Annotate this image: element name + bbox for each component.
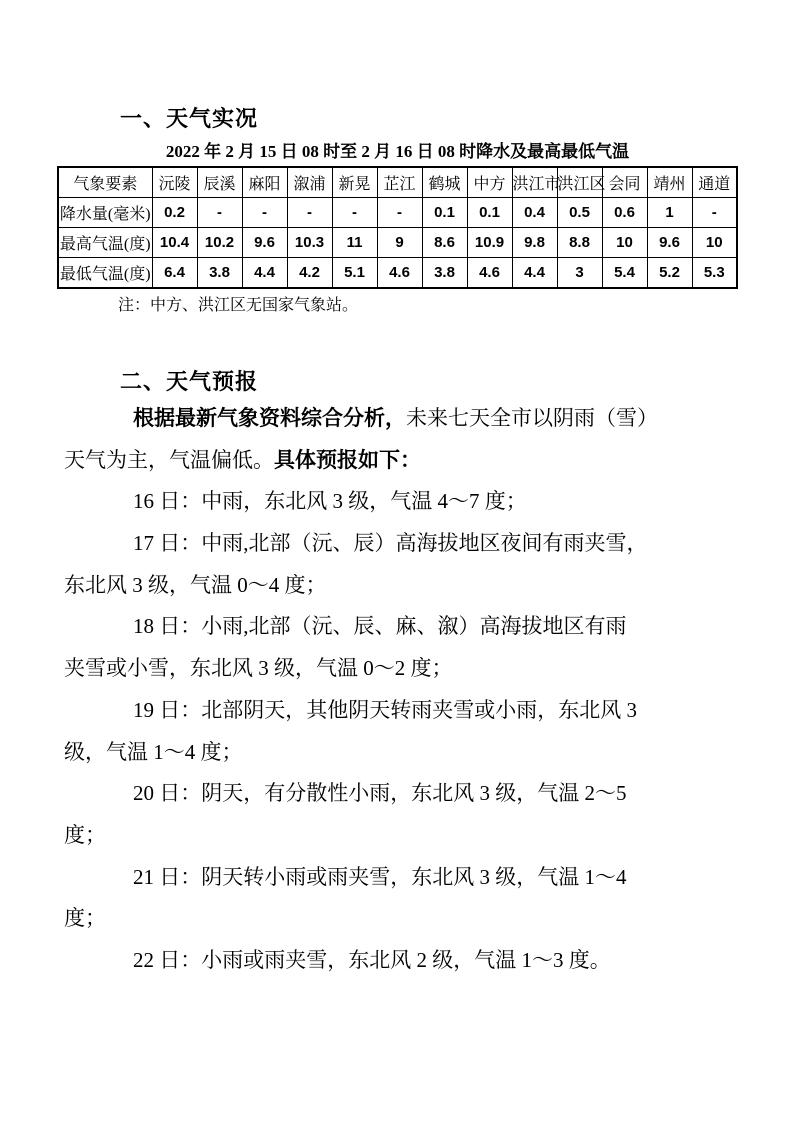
table-cell: 10 [692,228,737,258]
forecast-run: 21 日：阴天转小雨或雨夹雪，东北风 3 级，气温 1～4 [133,864,627,889]
forecast-line [64,690,740,732]
table-row-label: 最高气温(度) [58,228,152,258]
forecast-run: 19 日：北部阴天，其他阴天转雨夹雪或小雨，东北风 3 [133,697,637,722]
forecast-line [64,481,740,523]
forecast-run: 度； [64,906,106,931]
table-header-cell: 芷江 [377,167,422,198]
forecast-run: 22 日：小雨或雨夹雪，东北风 2 级，气温 1～3 度。 [133,947,611,972]
table-cell: 6.4 [152,258,197,289]
forecast-line [64,773,740,815]
table-cell: - [692,198,737,228]
table-header-cell: 沅陵 [152,167,197,198]
table-header-cell: 溆浦 [287,167,332,198]
weather-table [57,166,738,289]
table-cell: 9.8 [512,228,557,258]
table-cell: - [332,198,377,228]
table-row-label: 最低气温(度) [58,258,152,289]
forecast-line [64,898,740,940]
table-cell: 4.4 [242,258,287,289]
forecast-run: 天气为主，气温偏低。 [64,447,274,472]
table-cell: - [197,198,242,228]
table-header-cell: 中方 [467,167,512,198]
section1-title: 一、天气实况 [120,106,259,131]
table-cell: 3.8 [197,258,242,289]
table-header-cell: 麻阳 [242,167,287,198]
table-cell: 0.1 [467,198,512,228]
table-cell: 0.1 [422,198,467,228]
forecast-run: 夹雪或小雪，东北风 3 级，气温 0～2 度； [64,656,453,681]
table-cell: 5.3 [692,258,737,289]
forecast-line [64,398,740,440]
forecast-run: 17 日：中雨,北部（沅、辰）高海拔地区夜间有雨夹雪， [133,531,648,556]
table-cell: 0.5 [557,198,602,228]
table-cell: 10 [602,228,647,258]
table-row-label: 降水量(毫米) [58,198,152,228]
table-cell: 5.4 [602,258,647,289]
forecast-line [64,815,740,857]
table-cell: 4.4 [512,258,557,289]
table-cell: 9.6 [647,228,692,258]
table-cell: 0.2 [152,198,197,228]
forecast-line [64,857,740,899]
table-cell: 4.6 [377,258,422,289]
table-cell: - [242,198,287,228]
forecast-run: 未来七天全市以阴雨（雪） [406,406,658,430]
table-cell: 5.2 [647,258,692,289]
table-header-cell: 洪江区 [557,167,602,198]
table-row [58,258,737,289]
table-cell: 9 [377,228,422,258]
table-row [58,228,737,258]
table-header-cell: 会同 [602,167,647,198]
table-cell: 11 [332,228,377,258]
forecast-line [64,606,740,648]
table-cell: 8.6 [422,228,467,258]
table-header-cell: 新晃 [332,167,377,198]
section2-title: 二、天气预报 [120,369,259,394]
forecast-run: 具体预报如下： [274,448,421,472]
table-cell: - [377,198,422,228]
forecast-run: 18 日：小雨,北部（沅、辰、麻、溆）高海拔地区有雨 [133,614,627,639]
table-header-cell: 气象要素 [58,167,152,198]
table-header-cell: 洪江市 [512,167,557,198]
table-header-cell: 辰溪 [197,167,242,198]
table-header-cell: 鹤城 [422,167,467,198]
forecast-run: 级，气温 1～4 度； [64,739,243,764]
table-cell: 10.2 [197,228,242,258]
forecast-line [64,648,740,690]
table-cell: 5.1 [332,258,377,289]
table-caption: 2022 年 2 月 15 日 08 时至 2 月 16 日 08 时降水及最高最低气温 [165,142,630,161]
table-cell: 3 [557,258,602,289]
forecast-run: 16 日：中雨，东北风 3 级，气温 4～7 度； [133,489,527,514]
table-cell: 4.6 [467,258,512,289]
table-cell: 9.6 [242,228,287,258]
table-header-cell: 靖州 [647,167,692,198]
forecast-run: 度； [64,822,106,847]
table-cell: 0.6 [602,198,647,228]
table-cell: 3.8 [422,258,467,289]
table-cell: 8.8 [557,228,602,258]
table-cell: 4.2 [287,258,332,289]
table-cell: 10.4 [152,228,197,258]
table-row [58,198,737,228]
forecast-line [64,732,740,774]
table-header-row [58,167,737,198]
table-note: 注：中方、洪江区无国家气象站。 [118,297,359,314]
forecast-line [64,440,740,482]
table-cell: - [287,198,332,228]
table-cell: 0.4 [512,198,557,228]
table-cell: 1 [647,198,692,228]
forecast-line [64,565,740,607]
forecast-run: 20 日：阴天，有分散性小雨，东北风 3 级，气温 2～5 [133,781,627,806]
table-cell: 10.9 [467,228,512,258]
forecast-line [64,523,740,565]
forecast-run: 根据最新气象资料综合分析， [133,407,406,430]
forecast-run: 东北风 3 级，气温 0～4 度； [64,572,327,597]
table-cell: 10.3 [287,228,332,258]
forecast-line [64,940,740,982]
table-header-cell: 通道 [692,167,737,198]
forecast-text [64,398,740,982]
